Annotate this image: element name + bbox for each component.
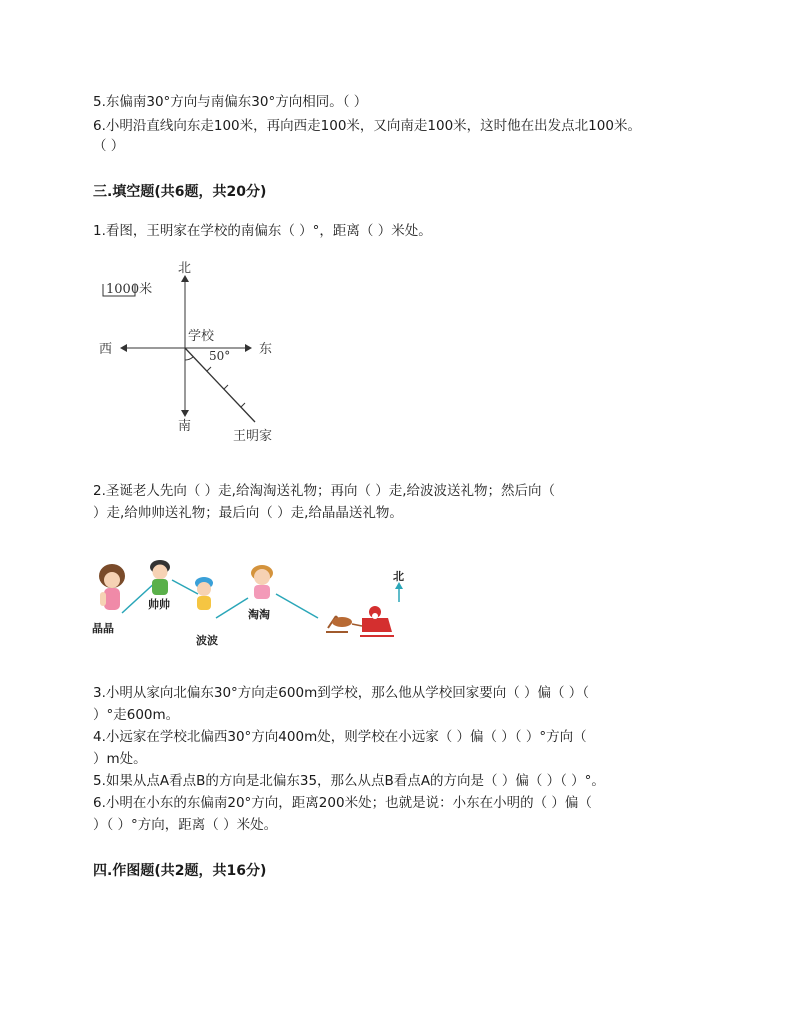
label-shuaishuai: 帅帅 [148, 598, 170, 611]
fill-q6-line2: ）（ ）°方向，距离（ ）米处。 [93, 817, 278, 833]
fill-q2-line2: ）走,给帅帅送礼物；最后向（ ）走,给晶晶送礼物。 [93, 505, 403, 521]
label-north-arrow: 北 [393, 570, 404, 583]
fill-q4-line1: 4.小远家在学校北偏西30°方向400m处，则学校在小远家（ ）偏（ ）（ ）°方向（ [93, 729, 587, 745]
fill-q2-line1: 2.圣诞老人先向（ ）走,给淘淘送礼物；再向（ ）走,给波波送礼物；然后向（ [93, 483, 556, 499]
label-north: 北 [178, 261, 192, 276]
fill-q6-line1: 6.小明在小东的东偏南20°方向，距离200米处；也就是说：小东在小明的（ ）偏（ [93, 795, 592, 811]
fill-q5: 5.如果从点A看点B的方向是北偏东35，那么从点B看点A的方向是（ ）偏（ ）（ ）°。 [93, 773, 605, 789]
label-bobo: 波波 [196, 634, 218, 647]
label-east: 东 [259, 342, 273, 357]
section4-heading: 四.作图题(共2题，共16分) [93, 863, 267, 879]
fill-q1: 1.看图，王明家在学校的南偏东（ ）°，距离（ ）米处。 [93, 223, 432, 239]
judgement-q6-line2: （ ） [93, 138, 125, 154]
judgement-q5: 5.东偏南30°方向与南偏东30°方向相同。（ ） [93, 94, 368, 110]
judgement-q6-line1: 6.小明沿直线向东走100米，再向西走100米，又向南走100米，这时他在出发点北100米。 [93, 118, 641, 134]
label-school: 学校 [188, 329, 215, 344]
label-south: 南 [178, 419, 192, 434]
north-arrow [395, 582, 403, 602]
fill-q3-line2: ）°走600m。 [93, 707, 180, 723]
label-jingjing: 晶晶 [92, 622, 114, 635]
label-west: 西 [99, 342, 113, 357]
label-taotao: 淘淘 [248, 608, 270, 621]
jingjing-figure [99, 564, 125, 610]
label-home: 王明家 [233, 429, 273, 444]
shuaishuai-figure [150, 560, 170, 595]
santa-sleigh [326, 606, 394, 636]
angle-arc [185, 357, 193, 360]
compass-diagram [93, 256, 293, 446]
fill-q4-line2: ）m处。 [93, 751, 147, 767]
fill-q3-line1: 3.小明从家向北偏东30°方向走600m到学校，那么他从学校回家要向（ ）偏（ ）（ [93, 685, 590, 701]
santa-route-picture [90, 558, 410, 652]
section3-heading: 三.填空题(共6题，共20分) [93, 184, 267, 200]
label-angle: 50° [209, 349, 231, 363]
taotao-figure [251, 565, 273, 599]
scale-label: 1000米 [106, 282, 153, 297]
